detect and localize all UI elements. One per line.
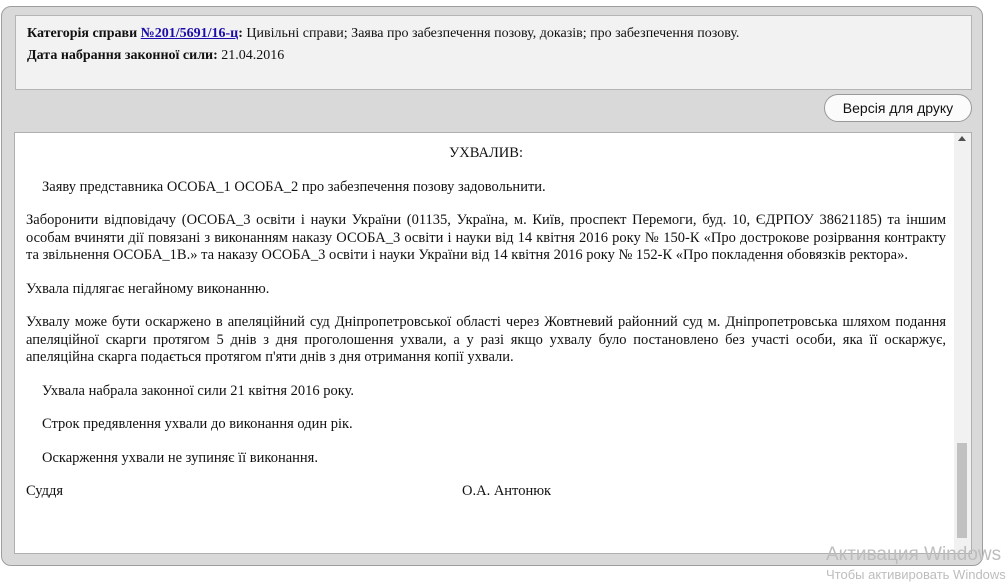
- paragraph-6: Строк предявлення ухвали до виконання один рік.: [42, 416, 353, 432]
- paragraph-7: Оскарження ухвали не зупиняє її виконання.: [42, 449, 318, 466]
- date-value: 21.04.2016: [221, 48, 285, 63]
- case-panel: [1, 6, 983, 566]
- document-text: [26, 145, 946, 501]
- paragraph-3: Ухвала підлягає негайному виконанню.: [26, 280, 270, 297]
- paragraph-4: Ухвалу може бути оскаржено в апеляційний суд Дніпропетровської області через Жовтневий районний суд м. Дніпропетровська шляхом подання апеляційної скарги протягом 5 днів з дня проголошення ухвали, а у разі якщо ухвалу було постановлено без участі особи, яка її оскаржує, апеляційна скарга подається протягом п'яти днів з дня отримання копії ухвали.: [26, 314, 946, 365]
- date-label: Дата набрання законної сили:: [27, 48, 218, 63]
- category-value: Цивільні справи; Заява про забезпечення позову, доказів; про забезпечення позову.: [246, 26, 740, 41]
- judge-label: Суддя: [26, 483, 64, 499]
- watermark-line-2: Чтобы активировать Windows: [826, 567, 1006, 582]
- effective-date-line: [27, 47, 971, 69]
- scroll-up-arrow-icon[interactable]: [958, 136, 966, 141]
- ruling-heading: УХВАЛИВ:: [449, 145, 523, 161]
- paragraph-1: Заяву представника ОСОБА_1 ОСОБА_2 про забезпечення позову задовольнити.: [42, 178, 546, 195]
- category-label: Категорія справи: [27, 26, 138, 41]
- judge-name: О.А. Антонюк: [462, 483, 552, 499]
- scrollbar-thumb[interactable]: [957, 443, 967, 538]
- windows-activation-watermark: [826, 544, 1006, 583]
- watermark-line-1: Активация Windows: [826, 544, 1002, 565]
- document-viewer[interactable]: [14, 132, 972, 554]
- case-category-line: [27, 25, 971, 47]
- case-number-link[interactable]: №201/5691/16-ц: [140, 26, 239, 41]
- paragraph-5: Ухвала набрала законної сили 21 квітня 2016 року.: [42, 382, 355, 399]
- category-colon: :: [238, 26, 243, 41]
- print-version-button[interactable]: Версія для друку: [824, 94, 972, 122]
- paragraph-2: Заборонити відповідачу (ОСОБА_3 освіти і науки України (01135, Україна, м. Київ, проспект Перемоги, буд. 10, ЄДРПОУ 38621185) та іншим особам вчиняти дії повязані з виконанням наказу ОСОБА_3 освіти і науки від 14 квітня 2016 року № 150-К «Про дострокове розірвання контракту та звільнення ОСОБА_1В.» та наказу ОСОБА_3 освіти і науки України від 14 квітня 2016 року № 152-К «Про покладення обовязків ректора».: [26, 212, 946, 263]
- case-info-box: [15, 15, 972, 90]
- signature-line: [26, 483, 946, 501]
- vertical-scrollbar[interactable]: [954, 133, 971, 553]
